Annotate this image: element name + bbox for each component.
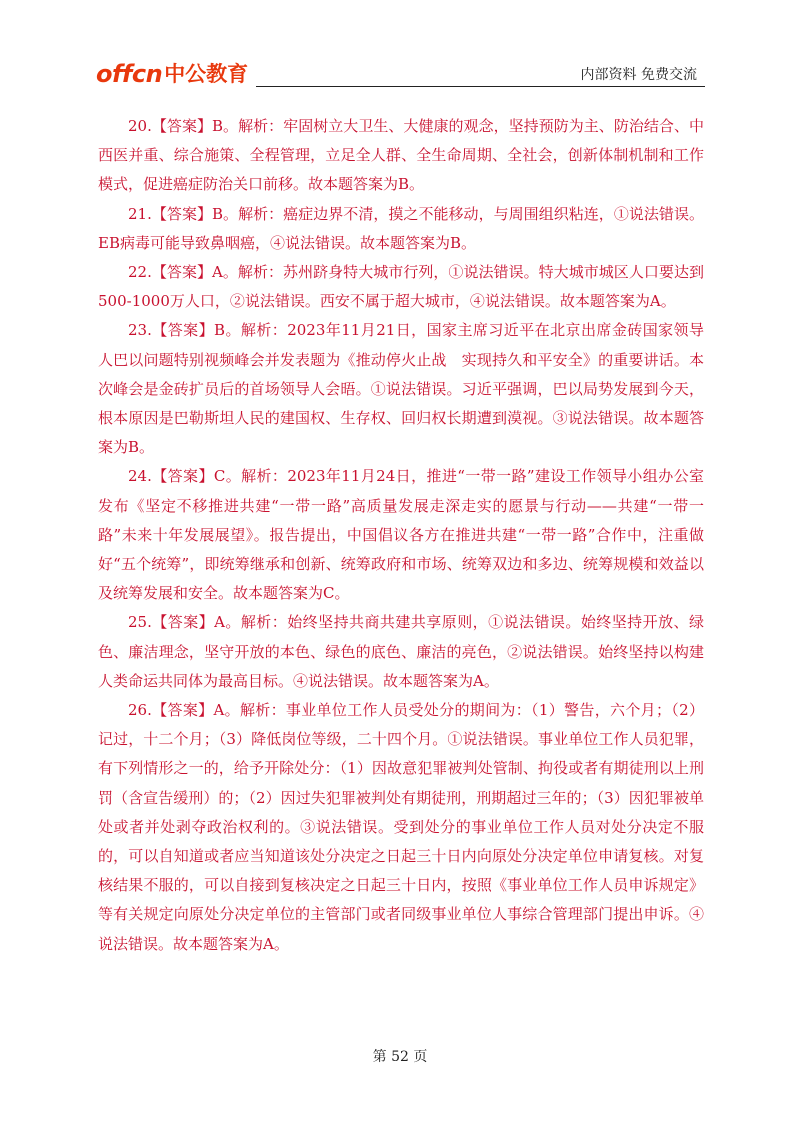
- answer-paragraph-22: 22.【答案】A。解析：苏州跻身特大城市行列，①说法错误。特大城市城区人口要达到500-1000万人口，②说法错误。西安不属于超大城市，④说法错误。故本题答案为A。: [98, 263, 704, 311]
- answer-paragraph-24: 24.【答案】C。解析：2023年11月24日，推进“一带一路”建设工作领导小组办公室发布《坚定不移推进共建“一带一路”高质量发展走深走实的愿景与行动——共建“一带一路”未来十年发展展望》。报告提出，中国倡议各方在推进共建“一带一路”合作中，注重做好“五个统筹”，即统筹继承和创新、统筹政府和市场、统筹双边和多边、统筹规模和效益以及统筹发展和安全。故本题答案为C。: [98, 467, 704, 603]
- logo-chinese-name: 中公教育: [164, 62, 249, 86]
- answer-paragraph-20: 20.【答案】B。解析：牢固树立大卫生、大健康的观念，坚持预防为主、防治结合、中西医并重、综合施策、全程管理，立足全人群、全生命周期、全社会，创新体制机制和工作模式，促进癌症防治关口前移。故本题答案为B。: [98, 117, 704, 194]
- answer-paragraph-25: 25.【答案】A。解析：始终坚持共商共建共享原则，①说法错误。始终坚持开放、绿色、廉洁理念，坚守开放的本色、绿色的底色、廉洁的亮色，②说法错误。始终坚持以构建人类命运共同体为最高目标。④说法错误。故本题答案为A。: [98, 613, 704, 690]
- offcn-logo: [96, 58, 248, 88]
- page-number: 第 52 页: [372, 1049, 428, 1065]
- answer-explanations: [98, 112, 704, 959]
- header-divider: [256, 86, 705, 87]
- logo-wordmark: offcn: [96, 60, 163, 88]
- header-note: 内部资料 免费交流: [580, 67, 697, 83]
- answer-paragraph-26: 26.【答案】A。解析：事业单位工作人员受处分的期间为：（1）警告，六个月；（2）记过，十二个月；（3）降低岗位等级，二十四个月。①说法错误。事业单位工作人员犯罪，有下列情形之一的，给予开除处分：（1）因故意犯罪被判处管制、拘役或者有期徒刑以上刑罚（含宣告缓刑）的；（2）因过失犯罪被判处有期徒刑，刑期超过三年的；（3）因犯罪被单处或者并处剥夺政治权利的。③说法错误。受到处分的事业单位工作人员对处分决定不服的，可以自知道或者应当知道该处分决定之日起三十日内向原处分决定单位申请复核。对复核结果不服的，可以自接到复核决定之日起三十日内，按照《事业单位工作人员申诉规定》等有关规定向原处分决定单位的主管部门或者同级事业单位人事综合管理部门提出申诉。④说法错误。故本题答案为A。: [98, 701, 704, 953]
- answer-paragraph-23: 23.【答案】B。解析：2023年11月21日，国家主席习近平在北京出席金砖国家领导人巴以问题特别视频峰会并发表题为《推动停火止战 实现持久和平安全》的重要讲话。本次峰会是金砖扩员后的首场领导人会晤。①说法错误。习近平强调，巴以局势发展到今天，根本原因是巴勒斯坦人民的建国权、生存权、回归权长期遭到漠视。③说法错误。故本题答案为B。: [98, 321, 704, 457]
- page-header: [96, 58, 705, 88]
- answer-paragraph-21: 21.【答案】B。解析：癌症边界不清，摸之不能移动，与周围组织粘连，①说法错误。EB病毒可能导致鼻咽癌，④说法错误。故本题答案为B。: [98, 204, 704, 252]
